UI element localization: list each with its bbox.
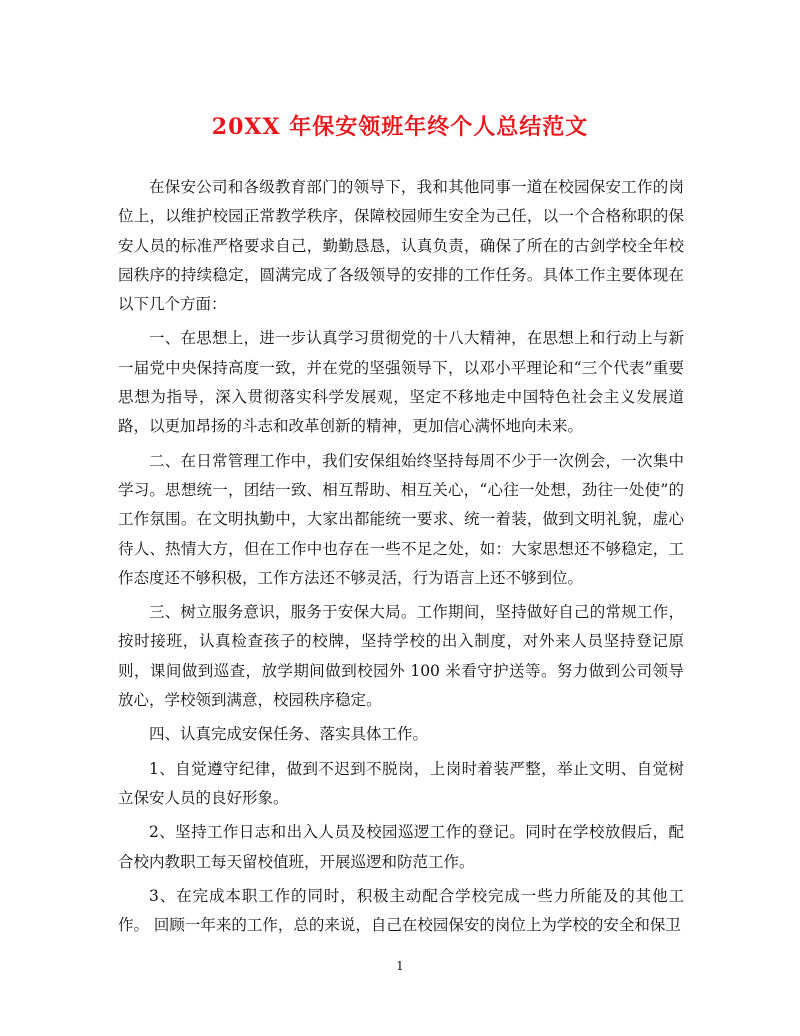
paragraph-item-3: 3、在完成本职工作的同时，积极主动配合学校完成一些力所能及的其他工作。 回顾一年来的工作，总的来说，自己在校园保安的岗位上为学校的安全和保卫 (118, 886, 684, 935)
paragraph-intro: 在保安公司和各级教育部门的领导下，我和其他同事一道在校园保安工作的岗位上，以维护校园正常教学秩序，保障校园师生安全为己任，以一个合格称职的保安人员的标准严格要求自己，勤勤恳恳，认真负责，确保了所在的古剑学校全年校园秩序的持续稳定，圆满完成了各级领导的安排的工作任务。具体工作主要体现在以下几个方面： (118, 178, 684, 314)
paragraph-item-1: 1、自觉遵守纪律，做到不迟到不脱岗，上岗时着装严整，举止文明、自觉树立保安人员的良好形象。 (118, 759, 684, 807)
page-number: 1 (396, 959, 404, 973)
paragraph-item-2: 2、坚持工作日志和出入人员及校园巡逻工作的登记。同时在学校放假后，配合校内教职工每天留校值班，开展巡逻和防范工作。 (118, 823, 684, 871)
paragraph-section-4: 四、认真完成安保任务、落实具体工作。 (149, 725, 429, 744)
document-title: 20XX 年保安领班年终个人总结范文 (211, 114, 589, 140)
document-body (118, 173, 684, 945)
paragraph-section-2: 二、在日常管理工作中，我们安保组始终坚持每周不少于一次例会，一次集中学习。思想统一，团结一致、相互帮助、相互关心，“心往一处想，劲往一处使”的工作氛围。在文明执勤中，大家出都能统一要求、统一着装，做到文明礼貌，虚心待人、热情大方，但在工作中也存在一些不足之处，如：大家思想还不够稳定，工作态度还不够积极，工作方法还不够灵活，行为语言上还不够到位。 (118, 451, 684, 587)
paragraph-section-1: 一、在思想上，进一步认真学习贯彻党的十八大精神，在思想上和行动上与新一届党中央保持高度一致，并在党的坚强领导下，以邓小平理论和“三个代表”重要思想为指导，深入贯彻落实科学发展观，坚定不移地走中国特色社会主义发展道路，以更加昂扬的斗志和改革创新的精神，更加信心满怀地向未来。 (118, 329, 684, 436)
paragraph-section-3: 三、树立服务意识，服务于安保大局。工作期间，坚持做好自己的常规工作，按时接班，认真检查孩子的校牌，坚持学校的出入制度，对外来人员坚持登记原则，课间做到巡查，放学期间做到校园外 100 米看守护送等。努力做到公司领导放心，学校领到满意，校园秩序稳定。 (118, 603, 684, 710)
